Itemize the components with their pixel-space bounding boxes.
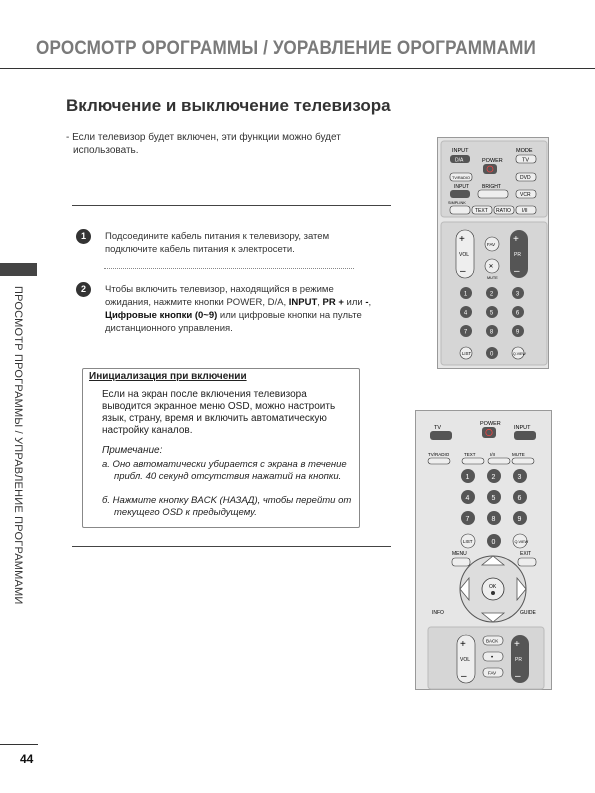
step-1-number: 1 <box>76 229 91 244</box>
r2-power-label: POWER <box>480 421 501 427</box>
side-section-label: ПРОСМОТР ПРОГРАММЫ / УПРАВЛЕНИЕ ПРОГРАММАМИ <box>12 286 24 605</box>
plus-icon: + <box>460 639 466 650</box>
r1-digit-1-label: 1 <box>463 291 468 298</box>
r1-simplink-label: SIMPLINK <box>448 201 466 205</box>
step-2-sep: , <box>317 297 323 308</box>
r2-tv-label: TV <box>434 425 442 431</box>
r1-digit-8-label: 8 <box>489 329 494 336</box>
step-2-bold-input: INPUT <box>288 297 318 308</box>
r2-digit-7-label: 7 <box>465 515 470 523</box>
ok-dot-icon <box>491 591 495 595</box>
init-box-body: Если на экран после включения телевизора выводится экранное меню OSD, можно настроить язык, страну, время и включить автоматическую настройку каналов. <box>102 389 336 436</box>
r2-tvradio-label: TV/RADIO <box>428 452 450 457</box>
r2-digit-3-label: 3 <box>517 473 522 481</box>
page-number: 44 <box>20 752 34 766</box>
r1-bright-button[interactable] <box>478 190 508 198</box>
page-number-rule <box>0 744 38 745</box>
r1-mode-label: MODE <box>516 148 533 154</box>
divider-bottom <box>72 546 391 547</box>
step-2-text-part: Чтобы включить телевизор, находящийся в режиме ожидания, нажмите кнопки POWER, D/A, <box>105 284 334 308</box>
r1-tvradio-label: TV/RADIO <box>452 176 470 180</box>
r2-digit-6-label: 6 <box>517 494 522 502</box>
intro-text <box>66 131 396 157</box>
r2-digit-pad <box>461 469 527 525</box>
r2-menu-label: MENU <box>452 551 467 557</box>
init-box-title: Инициализация при включении <box>89 371 247 382</box>
divider-top <box>72 205 391 206</box>
r1-qview-label: Q.VIEW <box>513 352 526 356</box>
r2-mute-button[interactable] <box>512 458 534 464</box>
r2-tvradio-button[interactable] <box>428 458 450 464</box>
r1-bright-label: BRIGHT <box>482 184 501 190</box>
r2-vol-label: VOL <box>460 657 471 663</box>
r1-digit-0-label: 0 <box>490 351 494 358</box>
plus-icon: + <box>459 234 465 245</box>
r2-digit-1-label: 1 <box>465 473 470 481</box>
r2-digit-5-label: 5 <box>491 494 496 502</box>
r1-pr-label: PR <box>514 252 521 258</box>
r1-power-button[interactable] <box>483 164 497 174</box>
r2-exit-label: EXIT <box>520 551 532 557</box>
r1-dvd-label: DVD <box>520 175 531 181</box>
r1-fav-label: FAV <box>487 242 496 247</box>
step-2-text-part: или цифровые кнопки на пульте дистанционного управления. <box>105 310 362 334</box>
r2-text-label: TEXT <box>464 452 476 457</box>
step-1-text: Подсоедините кабель питания к телевизору, затем подключите кабель питания к электросети. <box>105 231 330 255</box>
remote-1-drawing <box>438 138 550 370</box>
r1-digit-pad <box>460 287 524 337</box>
step-2-bold-pr-plus: PR + <box>322 297 344 308</box>
r1-digit-9-label: 9 <box>515 329 520 336</box>
r2-digit-0-label: 0 <box>491 539 496 546</box>
remote-control-top <box>437 137 549 369</box>
minus-icon: – <box>515 671 521 682</box>
r1-digit-5-label: 5 <box>489 310 494 317</box>
r2-back-label: BACK <box>486 638 499 644</box>
r2-power-button[interactable] <box>482 427 496 438</box>
r2-ok-label: OK <box>489 584 497 590</box>
r2-qview-label: Q.VIEW <box>514 540 529 544</box>
remote-2-drawing <box>416 411 553 691</box>
r2-digit-2-label: 2 <box>491 473 496 481</box>
r2-text-button[interactable] <box>462 458 484 464</box>
r1-digit-3-label: 3 <box>515 291 520 298</box>
r2-tv-button[interactable] <box>430 431 452 440</box>
step-2-sep: или <box>343 297 366 308</box>
init-box-note-b: б. Нажмите кнопку BACK (НАЗАД), чтобы перейти от текущего OSD к предыдущему. <box>102 495 352 518</box>
r1-input-button[interactable] <box>450 190 470 198</box>
r2-mute-label: MUTE <box>512 452 525 457</box>
r2-menu-button[interactable] <box>452 558 470 566</box>
r1-ratio-label: RATIO <box>496 208 511 214</box>
side-tab-marker <box>0 263 37 276</box>
minus-icon: – <box>460 266 466 277</box>
r1-tv-button-label: TV <box>522 157 530 164</box>
r1-mute-label: MUTE <box>487 276 498 280</box>
r2-digit-9-label: 9 <box>517 515 522 523</box>
r1-list-label: LIST <box>462 351 472 356</box>
page-header-title: ОРОСМОТР ОРОГРАММЫ / УОРАВЛЕНИЕ ОРОГРАММАМИ <box>36 38 536 59</box>
r2-fav-label: FAV <box>488 670 497 676</box>
r1-i-ii-label: I/II <box>522 208 528 214</box>
step-divider <box>104 268 354 269</box>
r2-exit-button[interactable] <box>518 558 536 566</box>
r1-vol-label: VOL <box>459 252 470 258</box>
r1-da-button-label: D/A <box>455 157 464 164</box>
r2-list-label: LIST <box>463 539 473 544</box>
step-2-number: 2 <box>76 282 91 297</box>
r1-digit-4-label: 4 <box>463 310 468 317</box>
init-box <box>82 368 360 528</box>
minus-icon: – <box>461 671 467 682</box>
mute-icon: ✕ <box>488 264 494 270</box>
r1-simplink-button[interactable] <box>450 206 470 214</box>
init-box-note-title: Примечание: <box>102 445 163 456</box>
plus-icon: + <box>514 639 520 650</box>
section-title: Включение и выключение телевизора <box>66 96 391 115</box>
r1-text-label: TEXT <box>475 208 488 214</box>
r1-digit-6-label: 6 <box>515 310 520 317</box>
r2-digit-8-label: 8 <box>491 515 496 523</box>
plus-icon: + <box>513 234 519 245</box>
r2-input-button[interactable] <box>514 431 536 440</box>
r1-input-label: INPUT <box>452 148 469 154</box>
step-2-bold-minus: - <box>365 297 369 308</box>
r2-input-label: INPUT <box>514 425 531 431</box>
r2-digit-4-label: 4 <box>465 494 470 502</box>
step-2-bold-digits: Цифровые кнопки (0~9) <box>105 310 218 321</box>
r2-i-ii-label: I/II <box>490 452 496 457</box>
dot-icon: • <box>491 655 494 661</box>
r1-digit-7-label: 7 <box>463 329 468 336</box>
r2-info-label: INFO <box>432 610 444 616</box>
minus-icon: – <box>514 266 520 277</box>
r1-digit-2-label: 2 <box>489 291 494 298</box>
remote-control-bottom <box>415 410 552 690</box>
r2-pr-label: PR <box>515 657 522 663</box>
r2-guide-label: GUIDE <box>520 610 536 616</box>
page-header <box>0 33 595 69</box>
r1-vcr-label: VCR <box>520 192 531 198</box>
init-box-note-a: a. Оно автоматически убирается с экрана в течение прибл. 40 секунд отсутствия нажатий на кнопки. <box>102 459 347 482</box>
step-2-sep: , <box>368 297 372 308</box>
r1-input2-label: INPUT <box>454 184 469 190</box>
intro-paragraph: - Если телевизор будет включен, эти функции можно будет использовать. <box>66 132 341 156</box>
r1-power-label: POWER <box>482 158 503 164</box>
step-2-text <box>105 283 375 335</box>
r2-i-ii-button[interactable] <box>488 458 510 464</box>
